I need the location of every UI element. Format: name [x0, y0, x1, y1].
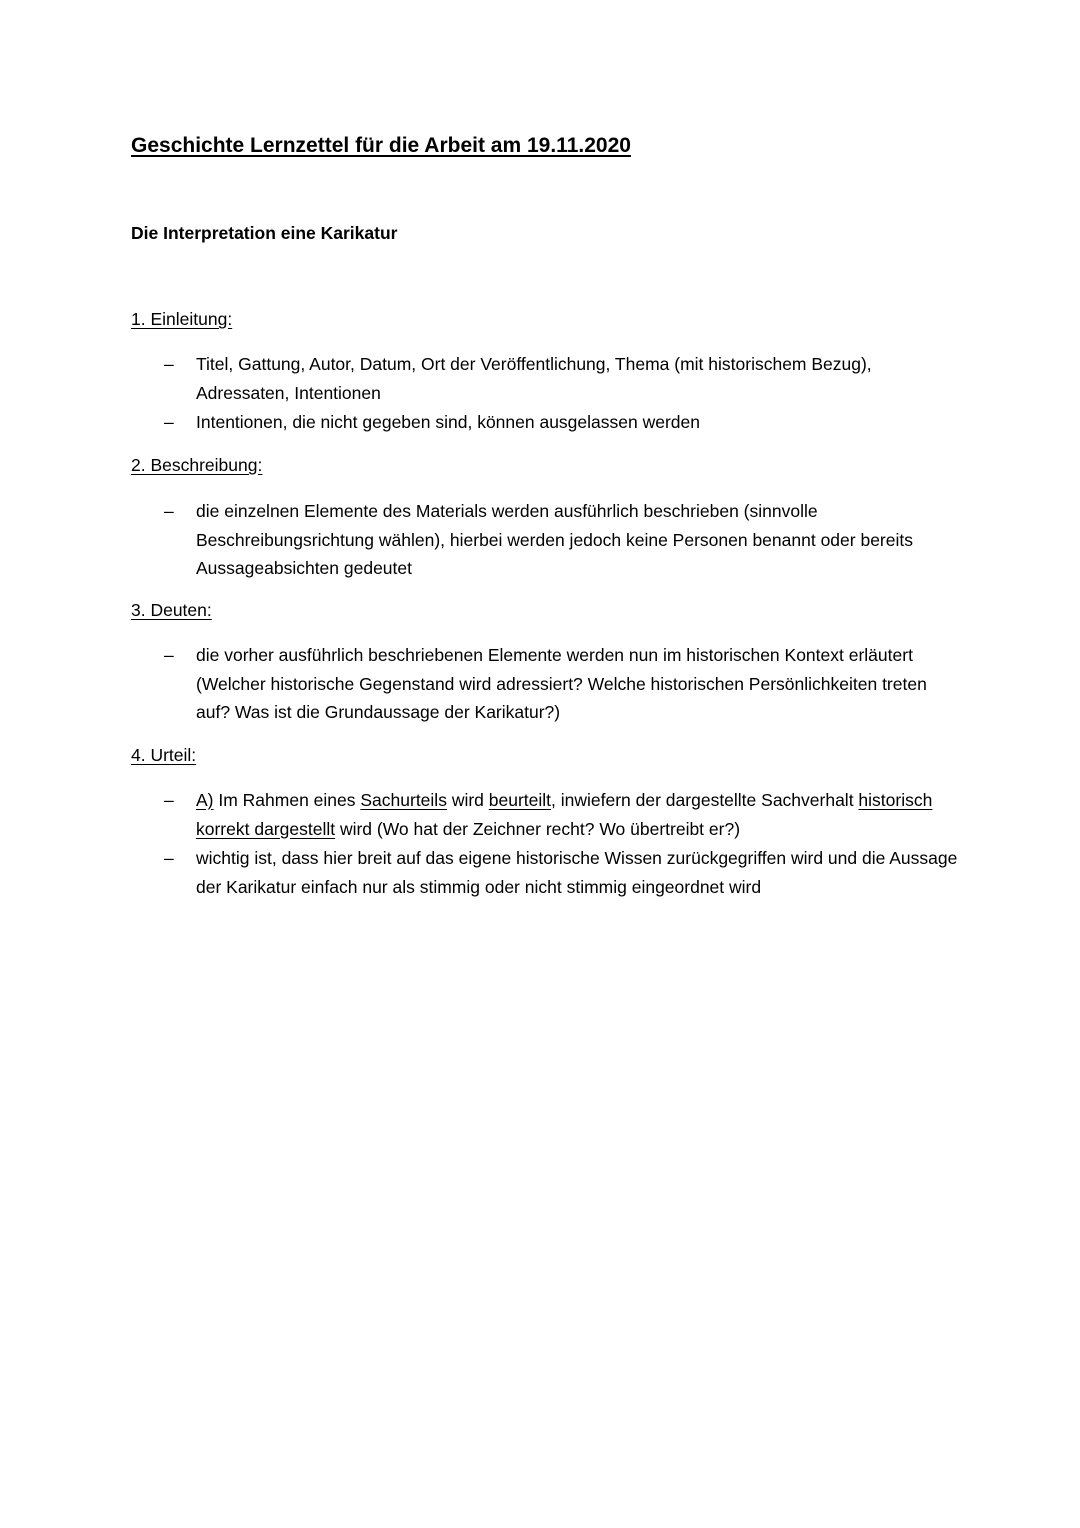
list-item	[160, 408, 960, 437]
list-item	[160, 497, 960, 583]
dash-icon: –	[164, 645, 174, 665]
underlined-term-historisch-korrekt: historisch korrekt dargestellt	[196, 790, 933, 839]
dash-icon: –	[164, 412, 174, 432]
bullet-list-deuten	[160, 641, 960, 728]
list-item	[160, 844, 960, 901]
marker-a: A)	[196, 790, 214, 810]
section-heading-einleitung: 1. Einleitung:	[131, 309, 233, 329]
document-title: Geschichte Lernzettel für die Arbeit am 19.11.2020	[131, 134, 631, 157]
list-item	[160, 786, 960, 843]
list-item-text: Intentionen, die nicht gegeben sind, können ausgelassen werden	[196, 412, 700, 432]
list-item-text: wichtig ist, dass hier breit auf das eigene historische Wissen zurückgegriffen wird und die Aussage der Karikatur einfach nur als stimmig oder nicht stimmig eingeordnet wird	[196, 848, 958, 897]
list-item-text: A) Im Rahmen eines Sachurteils wird beurteilt, inwiefern der dargestellte Sachverhalt historisch korrekt dargestellt wird (Wo hat der Zeichner recht? Wo übertreibt er?)	[196, 790, 933, 839]
dash-icon: –	[164, 848, 174, 868]
list-item	[160, 641, 960, 727]
bullet-list-beschreibung	[160, 497, 960, 584]
list-item-text: Titel, Gattung, Autor, Datum, Ort der Veröffentlichung, Thema (mit historischem Bezug), Adressaten, Intentionen	[196, 354, 872, 403]
dash-icon: –	[164, 790, 174, 810]
section-heading-deuten: 3. Deuten:	[131, 600, 212, 620]
section-heading-beschreibung: 2. Beschreibung:	[131, 455, 263, 475]
dash-icon: –	[164, 501, 174, 521]
list-item	[160, 350, 960, 407]
section-heading-urteil: 4. Urteil:	[131, 745, 197, 765]
underlined-term-sachurteil: Sachurteils	[360, 790, 447, 810]
dash-icon: –	[164, 354, 174, 374]
document-subtitle: Die Interpretation eine Karikatur	[131, 223, 398, 243]
list-item-text: die vorher ausführlich beschriebenen Elemente werden nun im historischen Kontext erläutert (Welcher historische Gegenstand wird adressiert? Welche historischen Persönlichkeiten treten auf? Was ist die Grundaussage der Karikatur?)	[196, 645, 927, 722]
bullet-list-urteil	[160, 786, 960, 902]
bullet-list-einleitung	[160, 350, 960, 438]
underlined-term-beurteilt: beurteilt	[488, 790, 552, 810]
list-item-text: die einzelnen Elemente des Materials werden ausführlich beschrieben (sinnvolle Beschreibungsrichtung wählen), hierbei werden jedoch keine Personen benannt oder bereits Aussageabsichten gedeutet	[196, 501, 913, 578]
